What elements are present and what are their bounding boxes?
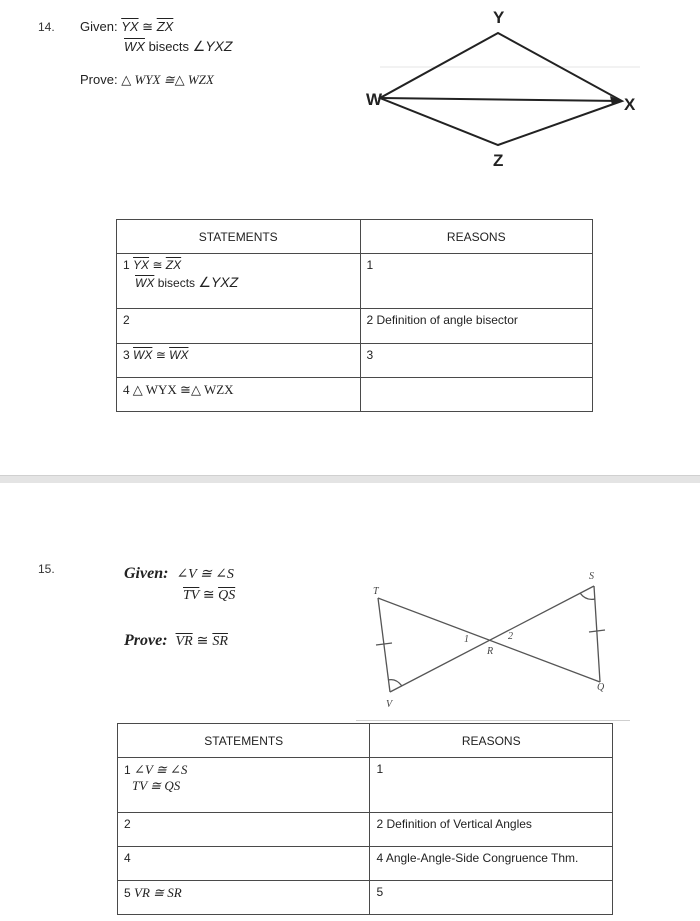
given-angles: ∠V ≅ ∠S bbox=[176, 567, 234, 582]
statement-text: 4 △ WYX ≅△ WZX bbox=[123, 382, 234, 397]
reason-cell[interactable] bbox=[370, 881, 613, 915]
congruent-symbol: ≅ bbox=[196, 634, 209, 649]
reason-cell[interactable] bbox=[360, 254, 593, 309]
table-row bbox=[118, 881, 613, 915]
statement-cell[interactable] bbox=[117, 344, 361, 378]
statement-cell[interactable] bbox=[118, 758, 370, 813]
reason-cell[interactable] bbox=[370, 847, 613, 881]
label-angle-2: 2 bbox=[508, 631, 513, 642]
prove-label: Prove: bbox=[124, 632, 168, 649]
congruent-symbol: ≅ bbox=[155, 348, 166, 362]
reason-text: 1 bbox=[376, 762, 384, 776]
table-row bbox=[117, 254, 593, 309]
reason-text: 1 bbox=[366, 258, 374, 272]
label-r: R bbox=[487, 646, 494, 657]
angle-arc-s bbox=[580, 593, 595, 599]
kite-outline bbox=[380, 33, 622, 145]
statement-text: ∠V ≅ ∠S bbox=[134, 762, 188, 777]
proof-table-14 bbox=[116, 219, 593, 412]
segment-qs: $\overline{QS}$ bbox=[218, 588, 236, 603]
segment-wx: $\overline{WX}$ bbox=[124, 39, 145, 54]
reason-cell[interactable] bbox=[370, 813, 613, 847]
statement-text: 2 bbox=[123, 313, 130, 327]
label-v: V bbox=[386, 699, 393, 710]
statement-cell[interactable] bbox=[118, 881, 370, 915]
segment-zx: $\overline{ZX}$ bbox=[165, 258, 182, 272]
bisects-text: bisects bbox=[148, 39, 190, 54]
statements-header: STATEMENTS bbox=[118, 724, 370, 758]
step-number: 1 bbox=[124, 763, 131, 777]
bowtie-diagram bbox=[360, 560, 640, 725]
reasons-header: REASONS bbox=[360, 220, 593, 254]
statement-cell[interactable] bbox=[118, 813, 370, 847]
statement-text: VR ≅ SR bbox=[134, 885, 182, 900]
table-header-row bbox=[118, 724, 613, 758]
step-number: 5 bbox=[124, 886, 131, 900]
segment-wx: $\overline{WX}$ bbox=[169, 348, 189, 362]
reason-text bbox=[367, 378, 593, 382]
given-line-1 bbox=[80, 19, 173, 35]
reason-cell[interactable] bbox=[360, 344, 593, 378]
statements-header: STATEMENTS bbox=[117, 220, 361, 254]
problem-number: 14. bbox=[38, 20, 55, 34]
given-line-1 bbox=[124, 565, 234, 583]
statement-cell[interactable] bbox=[118, 847, 370, 881]
given-line-2 bbox=[124, 38, 232, 55]
label-y: Y bbox=[493, 8, 505, 27]
statement-cell[interactable] bbox=[117, 309, 361, 344]
table-row bbox=[117, 344, 593, 378]
segment-vr: $\overline{VR}$ bbox=[175, 634, 193, 649]
segment-sq-line bbox=[594, 586, 600, 682]
given-label: Given: bbox=[124, 565, 169, 582]
statement-cell[interactable] bbox=[117, 254, 361, 309]
section-divider bbox=[0, 475, 700, 483]
segment-wx: $\overline{WX}$ bbox=[133, 348, 153, 362]
reason-text: 2 Definition of Vertical Angles bbox=[376, 817, 532, 831]
segment-sr: $\overline{SR}$ bbox=[212, 634, 228, 649]
reason-text: 2 Definition of angle bisector bbox=[366, 313, 518, 327]
label-z: Z bbox=[493, 151, 504, 170]
segment-yx: $\overline{YX}$ bbox=[133, 258, 150, 272]
reason-cell[interactable] bbox=[360, 378, 593, 412]
angle-yxz: ∠YXZ bbox=[198, 274, 239, 290]
prove-line bbox=[80, 72, 214, 88]
congruent-symbol: ≅ bbox=[142, 19, 154, 34]
bisects-text: bisects bbox=[157, 276, 196, 290]
reason-cell[interactable] bbox=[370, 758, 613, 813]
label-angle-1: 1 bbox=[464, 634, 469, 645]
table-row bbox=[118, 758, 613, 813]
label-w: W bbox=[366, 90, 383, 109]
label-x: X bbox=[624, 95, 636, 114]
table-row bbox=[117, 309, 593, 344]
statement-text: 2 bbox=[124, 817, 131, 831]
label-t: T bbox=[373, 586, 379, 597]
segment-wx: $\overline{WX}$ bbox=[135, 276, 155, 290]
proof-table-15 bbox=[117, 723, 613, 915]
congruent-symbol: ≅ bbox=[152, 258, 163, 272]
step-number: 1 bbox=[123, 258, 130, 272]
step-number: 3 bbox=[123, 348, 130, 362]
prove-statement: △ WYX ≅△ WZX bbox=[121, 72, 214, 87]
reason-text: 5 bbox=[376, 885, 384, 899]
diagonal-wx bbox=[380, 98, 622, 101]
segment-tv: $\overline{TV}$ bbox=[183, 588, 200, 603]
segment-yx: $\overline{YX}$ bbox=[121, 19, 139, 34]
label-s: S bbox=[589, 571, 594, 582]
statement-text: TV ≅ QS bbox=[132, 778, 181, 793]
table-row bbox=[118, 847, 613, 881]
reason-text: 3 bbox=[366, 348, 374, 362]
given-label: Given: bbox=[80, 19, 118, 34]
given-line-2 bbox=[183, 587, 235, 604]
label-q: Q bbox=[597, 682, 605, 693]
angle-arc-v bbox=[388, 680, 402, 686]
faint-rule bbox=[356, 720, 630, 721]
reason-cell[interactable] bbox=[360, 309, 593, 344]
angle-yxz: ∠YXZ bbox=[192, 38, 233, 54]
table-row bbox=[118, 813, 613, 847]
reasons-header: REASONS bbox=[370, 724, 613, 758]
reason-text: 4 Angle-Angle-Side Congruence Thm. bbox=[376, 851, 579, 865]
problem-number: 15. bbox=[38, 562, 55, 576]
congruent-symbol: ≅ bbox=[202, 588, 215, 603]
prove-line bbox=[124, 632, 228, 650]
segment-zx: $\overline{ZX}$ bbox=[156, 19, 174, 34]
kite-diagram bbox=[360, 0, 660, 180]
statement-text: 4 bbox=[124, 851, 131, 865]
table-header-row bbox=[117, 220, 593, 254]
statement-cell[interactable] bbox=[117, 378, 361, 412]
prove-label: Prove: bbox=[80, 72, 118, 87]
table-row bbox=[117, 378, 593, 412]
segment-vs-line bbox=[390, 586, 594, 692]
